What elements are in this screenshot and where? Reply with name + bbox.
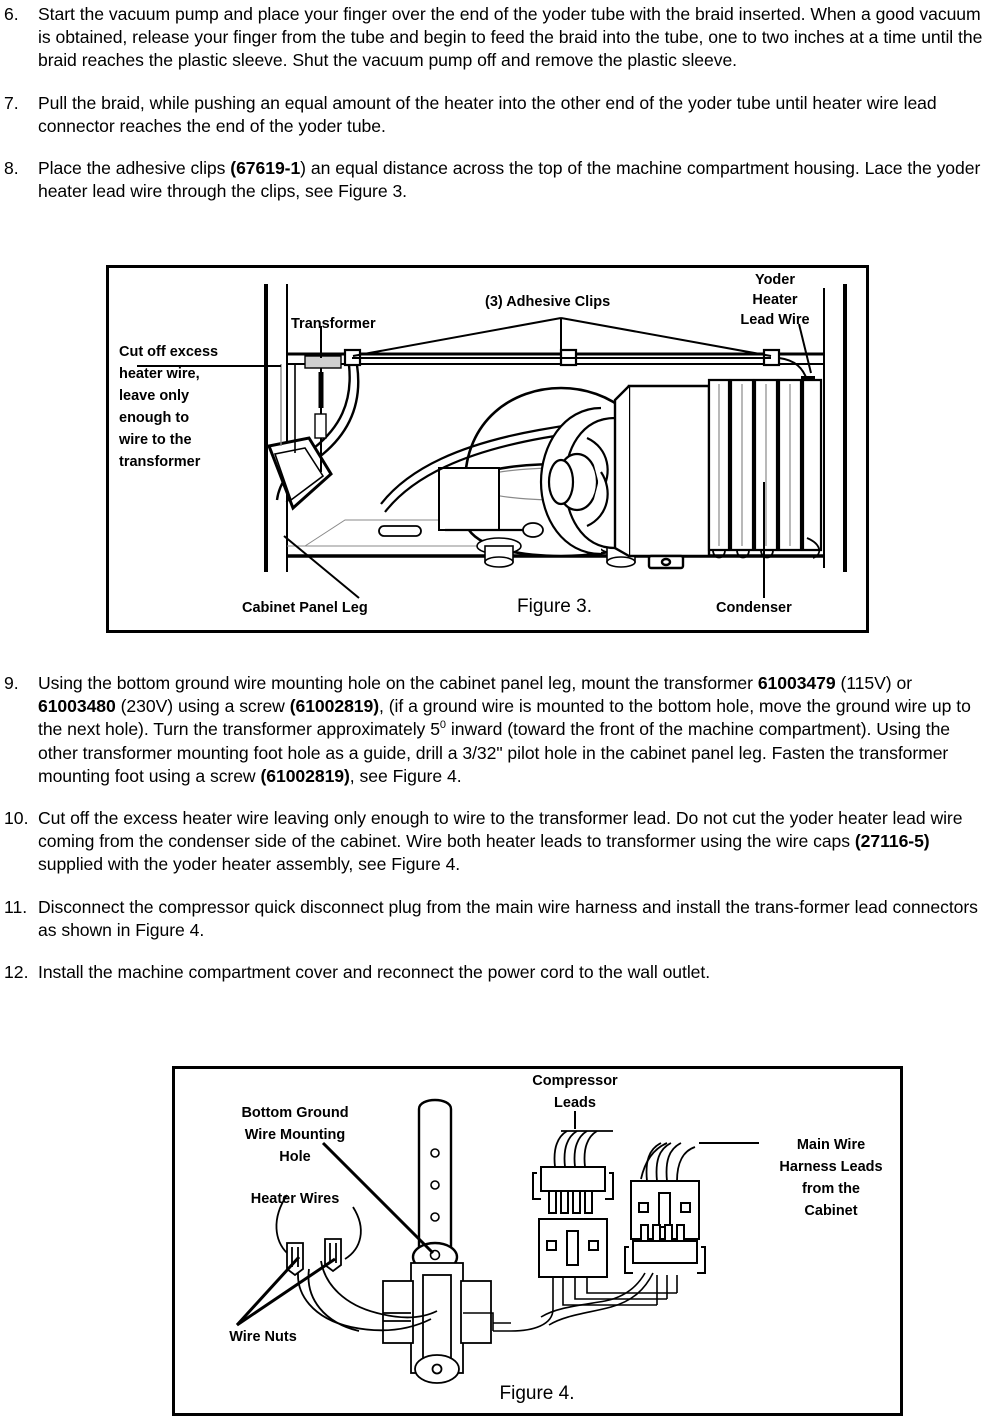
step-number: 7.: [4, 92, 19, 113]
figure-4-container: [172, 1066, 903, 1416]
step-text: Pull the braid, while pushing an equal amount of the heater into the other end of the yoder tube until heater wire lead connector reaches the end of the yoder tube.: [38, 92, 937, 136]
label-cut-off-2: heater wire,: [119, 366, 200, 382]
label-main-harness-4: Cabinet: [804, 1203, 858, 1219]
label-cabinet-panel-leg: Cabinet Panel Leg: [242, 600, 368, 616]
compressor-connector-icon: [533, 1167, 613, 1277]
figure-3-container: [106, 265, 869, 633]
step-text: Cut off the excess heater wire leaving only enough to wire to the transformer lead. Do not cut the yoder heater lead wire coming from the condenser side of the cabinet. Wire both heater leads to transformer using the wire caps (27116-5) supplied with the yoder heater assembly, see Figure 4.: [38, 808, 963, 875]
figure-3-caption: Figure 3.: [517, 596, 592, 617]
label-compressor-leads-1: Compressor: [532, 1073, 618, 1089]
label-cut-off-4: enough to: [119, 410, 190, 426]
instruction-list-bottom: [0, 672, 993, 1003]
step-number: 9.: [4, 673, 19, 693]
label-cut-off-1: Cut off excess: [119, 344, 219, 360]
instruction-list-top: [0, 0, 993, 222]
instruction-step: [0, 672, 993, 788]
label-yoder-heater-lead-wire-2: Heater: [752, 292, 798, 308]
instruction-step: [0, 92, 993, 138]
step-number: 8.: [4, 158, 19, 179]
instruction-step: [0, 3, 993, 73]
label-main-harness-1: Main Wire: [796, 1137, 866, 1153]
step-text: Start the vacuum pump and place your finger over the end of the yoder tube with the braid inserted. When a good vacuum is obtained, release your finger from the tube and begin to feed the braid into the tube, one to two inches at a time until the braid reaches the plastic sleeve. Shut the vacuum pump off and remove the plastic sleeve.: [38, 4, 983, 71]
step-text: Disconnect the compressor quick disconnect plug from the main wire harness and install the trans-former lead connectors as shown in Figure 4.: [38, 896, 978, 940]
label-wire-nuts: Wire Nuts: [229, 1329, 297, 1345]
step-number: 12.: [4, 962, 29, 983]
label-condenser: Condenser: [716, 600, 792, 616]
wire-nut-icon: [287, 1239, 341, 1275]
main-harness-connector-icon: [625, 1181, 705, 1273]
label-heater-wires: Heater Wires: [250, 1191, 340, 1207]
instruction-step: [0, 807, 993, 877]
label-main-harness-3: from the: [802, 1181, 860, 1197]
label-bottom-ground-3: Hole: [279, 1149, 311, 1165]
label-yoder-heater-lead-wire-1: Yoder: [754, 272, 796, 288]
label-cut-off-5: wire to the: [119, 432, 192, 448]
label-cut-off-3: leave only: [119, 388, 190, 404]
step-text: Install the machine compartment cover and reconnect the power cord to the wall outlet.: [38, 962, 711, 983]
instruction-step: [0, 961, 993, 984]
instruction-step: [0, 157, 993, 203]
figure-4-caption: Figure 4.: [499, 1383, 575, 1404]
label-yoder-heater-lead-wire-3: Lead Wire: [740, 312, 810, 328]
label-bottom-ground-1: Bottom Ground: [241, 1105, 349, 1121]
label-main-harness-2: Harness Leads: [779, 1159, 883, 1175]
label-adhesive-clips: (3) Adhesive Clips: [485, 294, 611, 310]
step-number: 11.: [4, 896, 28, 917]
step-number: 6.: [4, 4, 19, 24]
step-text: Using the bottom ground wire mounting hole on the cabinet panel leg, mount the transformer 61003479 (115V) or 61003480 (230V) using a screw (61002819), (if a ground wire is mounted to the bottom hole, move the ground wire up to the next hole). Turn the transformer approximately $5^0$ inward (toward the front of the machine compartment). Using the other transformer mounting foot hole as a guide, drill a 3/32" pilot hole in the cabinet panel leg. Fasten the transformer mounting foot using a screw (61002819), see Figure 4.: [38, 673, 971, 786]
figure-4-drawing: [175, 1069, 900, 1413]
figure-3-drawing: [109, 268, 866, 630]
instruction-step: [0, 896, 993, 942]
step-number: 10.: [4, 808, 29, 829]
label-transformer: Transformer: [291, 316, 376, 332]
label-bottom-ground-2: Wire Mounting: [244, 1127, 346, 1143]
step-text: Place the adhesive clips (67619-1) an equal distance across the top of the machine compartment housing. Lace the yoder heater lead wire through the clips, see Figure 3.: [38, 158, 981, 202]
transformer-icon: [383, 1263, 491, 1383]
label-cut-off-6: transformer: [119, 454, 201, 470]
label-compressor-leads-2: Leads: [554, 1095, 596, 1111]
